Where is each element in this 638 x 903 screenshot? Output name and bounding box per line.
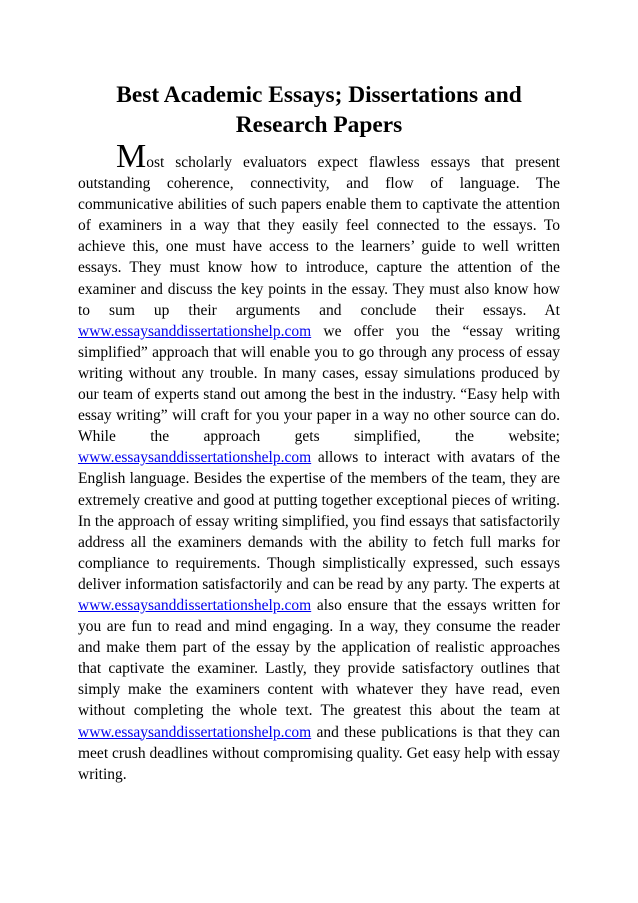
website-link[interactable]: www.essaysanddissertationshelp.com (78, 596, 312, 614)
drop-cap: M (116, 138, 147, 175)
website-link[interactable]: www.essaysanddissertationshelp.com (78, 322, 312, 340)
website-link[interactable]: www.essaysanddissertationshelp.com (78, 449, 312, 467)
text-segment: allows to interact with avatars of the English language. Besides the expertise of the members of the team, they are extremely creative and good at putting together exceptional pieces of writing. In the approach of essay writing simplified, you find essays that satisfactorily address all the examiners demands with the ability to fetch full marks for compliance to requirements. Though simplistically expressed, such essays deliver information satisfactorily and can be read by any party. The experts at (78, 449, 560, 593)
title-line-2: Research Papers (235, 112, 403, 138)
website-link[interactable]: www.essaysanddissertationshelp.com (78, 723, 312, 741)
body-paragraph (78, 138, 560, 785)
text-segment: and these publications is that they can meet crush deadlines without compromising quality. Get easy help with essay writing. (78, 723, 560, 783)
document-title (80, 80, 558, 140)
text-segment: also ensure that the essays written for you are fun to read and mind engaging. In a way, they consume the reader and make them part of the essay by the application of realistic approaches that captivate the examiner. Lastly, they provide satisfactory outlines that simply make the examiners content with whatever they have read, even without completing the whole text. The greatest this about the team at (78, 596, 560, 720)
text-segment: we offer you the “essay writing simplified” approach that will enable you to go through any process of essay writing without any trouble. In many cases, essay simulations produced by our team of experts stand out among the best in the industry. “Easy help with essay writing” will craft for you your paper in a way no other source can do. While the approach gets simplified, the website; (78, 322, 560, 446)
title-line-1: Best Academic Essays; Dissertations and (116, 82, 522, 108)
text-segment: ost scholarly evaluators expect flawless essays that present outstanding coherence, connectivity, and flow of language. The communicative abilities of such papers enable them to captivate the attention of examiners in a way that they easily feel connected to the essays. To achieve this, one must have access to the learners’ guide to well written essays. They must know how to introduce, capture the attention of the examiner and discuss the key points in the essay. They must also know how to sum up their arguments and conclude their essays. At (78, 154, 560, 319)
